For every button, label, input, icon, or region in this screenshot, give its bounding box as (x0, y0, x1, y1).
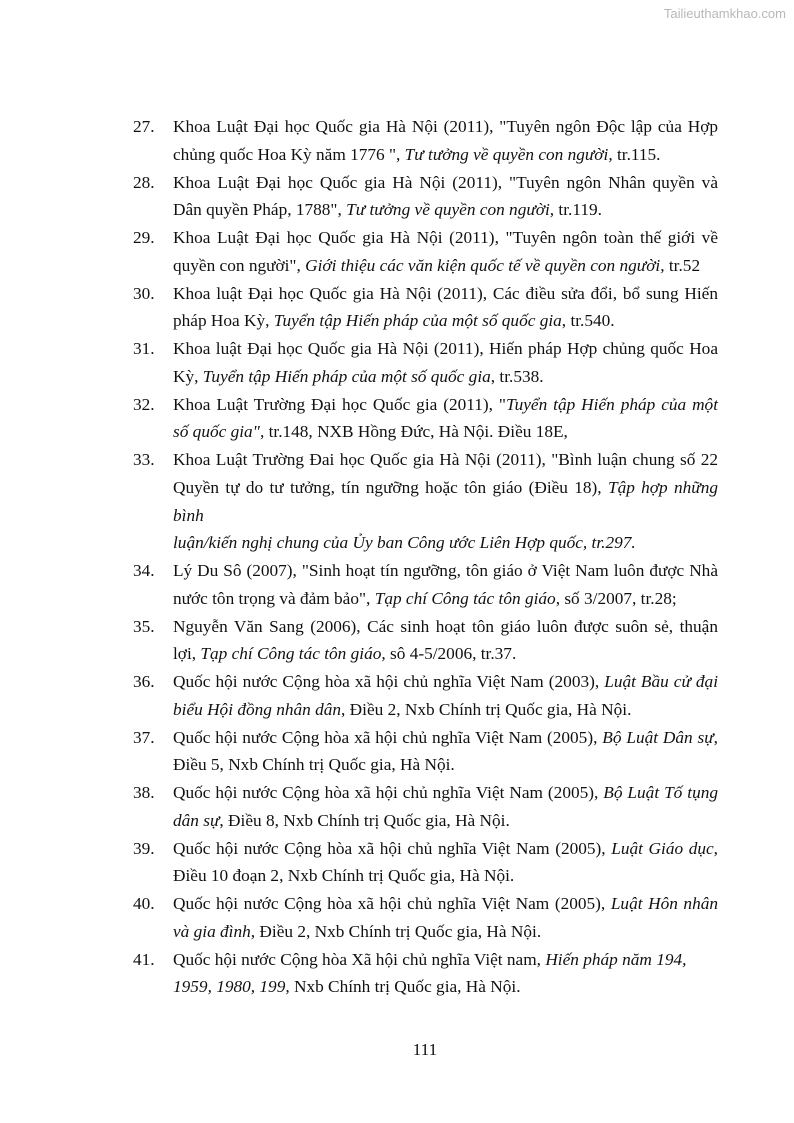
reference-line (173, 668, 718, 696)
reference-text: pháp Hoa Kỳ, (173, 311, 274, 331)
reference-line (173, 529, 718, 557)
reference-item (133, 668, 718, 724)
reference-line (173, 557, 718, 585)
reference-line (173, 862, 718, 890)
reference-title-italic: Tuyển tập Hiến pháp của một số quốc gia (202, 366, 491, 386)
reference-text: tr.148, NXB Hồng Đức, Hà Nội. Điều 18E, (264, 422, 568, 442)
reference-text: Quốc hội nước Cộng hòa xã hội chủ nghĩa Việt Nam (2005), (173, 838, 612, 858)
reference-text: , Điều 2, Nxb Chính trị Quốc gia, Hà Nội. (250, 921, 542, 941)
reference-line (173, 391, 718, 419)
reference-line (173, 724, 718, 752)
reference-line (173, 640, 718, 668)
reference-text: , Điều 8, Nxb Chính trị Quốc gia, Hà Nội. (219, 810, 510, 830)
reference-text: , Điều 2, Nxb Chính trị Quốc gia, Hà Nội. (341, 699, 632, 719)
reference-list (133, 113, 718, 1001)
reference-text: Khoa Luật Trường Đại học Quốc gia (2011), " (173, 394, 506, 414)
reference-text: Khoa luật Đại học Quốc gia Hà Nội (2011), Các điều sửa đổi, bổ sung Hiến (173, 283, 718, 303)
reference-text: Khoa luật Đại học Quốc gia Hà Nội (2011), Hiến pháp Hợp chủng quốc Hoa (173, 339, 718, 358)
reference-item (133, 890, 718, 946)
reference-text: chủng quốc Hoa Kỳ năm 1776 ", (173, 144, 405, 164)
reference-text: nước tôn trọng và đảm bảo", (173, 588, 375, 608)
reference-title-italic: luận/kiến nghị chung của Ủy ban Công ước Liên Hợp quốc, tr.297. (173, 533, 636, 553)
reference-title-italic: Luật Giáo dục (611, 838, 714, 858)
reference-number: 34. (133, 561, 155, 580)
reference-line (173, 807, 718, 835)
reference-item (133, 724, 718, 780)
reference-title-italic: Tư tưởng về quyền con người, (404, 144, 613, 164)
reference-text: tr.115. (612, 144, 661, 164)
reference-title-italic: Luật Bầu cử đại (604, 672, 718, 691)
reference-text: Nguyễn Văn Sang (2006), Các sinh hoạt tôn giáo luôn được suôn sẻ, thuận (173, 616, 718, 636)
reference-item (133, 446, 718, 557)
reference-line (173, 696, 718, 724)
reference-item (133, 335, 718, 391)
reference-number: 29. (133, 228, 155, 247)
reference-number: 39. (133, 838, 155, 858)
reference-line (173, 613, 718, 641)
reference-number: 32. (133, 394, 155, 414)
reference-title-italic: Tuyển tập Hiến pháp của một số quốc gia (273, 311, 562, 331)
reference-title-italic: Tư tưởng về quyền con người, (346, 200, 555, 220)
page-number: 111 (412, 1040, 438, 1059)
reference-item (133, 280, 718, 336)
reference-item (133, 779, 718, 835)
reference-number: 28. (133, 172, 155, 192)
reference-line (173, 835, 718, 863)
reference-line (173, 474, 718, 530)
reference-number: 33. (133, 450, 155, 469)
reference-line (173, 252, 718, 280)
reference-item (133, 391, 718, 447)
reference-line (173, 224, 718, 252)
reference-text: Quyền tự do tư tưởng, tín ngưỡng hoặc tôn giáo (Điều 18), (173, 477, 608, 497)
reference-title-italic: Tạp chí Công tác tôn giáo (374, 588, 556, 608)
reference-text: Lý Du Sô (2007), "Sinh hoạt tín ngưỡng, tôn giáo ở Việt Nam luôn được Nhà (173, 561, 718, 580)
reference-title-italic: Luật Hôn nhân (610, 894, 718, 913)
reference-text: Khoa Luật Đại học Quốc gia Hà Nội (2011), "Tuyên ngôn Độc lập của Hợp (173, 117, 718, 136)
reference-title-italic: Tập hợp những bình (173, 477, 718, 525)
reference-number: 27. (133, 117, 155, 136)
reference-item (133, 169, 718, 225)
reference-text: , (713, 727, 718, 747)
reference-number: 35. (133, 616, 155, 636)
reference-text: quyền con người", (173, 255, 306, 275)
reference-text: , số 3/2007, tr.28; (555, 588, 677, 608)
reference-text: sô 4-5/2006, tr.37. (385, 644, 517, 664)
reference-line (173, 973, 718, 1001)
reference-item (133, 224, 718, 280)
reference-number: 37. (133, 727, 155, 747)
reference-text: Quốc hội nước Cộng hòa xã hội chủ nghĩa Việt Nam (2003), (173, 672, 605, 691)
reference-text: Quốc hội nước Cộng hòa xã hội chủ nghĩa Việt Nam (2005), (173, 894, 611, 913)
reference-title-italic: Bộ Luật Dân sự (602, 727, 714, 747)
reference-title-italic: số quốc gia", (173, 422, 265, 442)
reference-line (173, 751, 718, 779)
reference-text: Quốc hội nước Cộng hòa xã hội chủ nghĩa Việt Nam (2005), (173, 783, 604, 802)
reference-number: 36. (133, 672, 155, 691)
reference-line (173, 946, 718, 974)
reference-text: lợi, (173, 644, 201, 664)
reference-text: , tr.540. (561, 311, 615, 331)
reference-line (173, 918, 718, 946)
reference-item (133, 946, 718, 1002)
reference-line (173, 113, 718, 141)
reference-title-italic: dân sự (173, 810, 220, 830)
reference-text: Kỳ, (173, 366, 203, 386)
reference-title-italic: Hiến pháp năm 194, (545, 949, 687, 969)
reference-line (173, 141, 718, 169)
reference-title-italic: Giới thiệu các văn kiện quốc tế về quyền con người, (305, 255, 665, 275)
reference-text: Quốc hội nước Cộng hòa xã hội chủ nghĩa Việt Nam (2005), (173, 727, 603, 747)
reference-item (133, 113, 718, 169)
watermark: Tailieuthamkhao.com (663, 6, 786, 21)
reference-line (173, 418, 718, 446)
reference-line (173, 307, 718, 335)
reference-text: Khoa Luật Trường Đai học Quốc gia Hà Nội (2011), "Bình luận chung số 22 (173, 450, 718, 469)
reference-text: , (713, 838, 718, 858)
reference-number: 41. (133, 949, 155, 969)
reference-text: Điều 10 đoạn 2, Nxb Chính trị Quốc gia, Hà Nội. (173, 866, 515, 886)
reference-line (173, 335, 718, 363)
reference-number: 38. (133, 783, 155, 802)
reference-title-italic: Tạp chí Công tác tôn giáo, (200, 644, 386, 664)
reference-text: tr.52 (664, 255, 701, 275)
reference-item (133, 835, 718, 891)
reference-line (173, 169, 718, 197)
reference-text: , tr.538. (490, 366, 544, 386)
reference-title-italic: Tuyển tập Hiến pháp của một (505, 394, 719, 414)
reference-title-italic: và gia đình (173, 921, 251, 941)
reference-text: tr.119. (554, 200, 602, 220)
reference-text: Khoa Luật Đại học Quốc gia Hà Nội (2011), "Tuyên ngôn toàn thế giới về (173, 228, 718, 247)
reference-item (133, 613, 718, 669)
reference-title-italic: biểu Hội đồng nhân dân (173, 699, 342, 719)
reference-title-italic: Bộ Luật Tố tụng (603, 783, 719, 802)
reference-text: Dân quyền Pháp, 1788", (173, 200, 347, 220)
reference-title-italic: 1959, 1980, 199, (173, 977, 290, 997)
reference-number: 40. (133, 894, 155, 913)
reference-line (173, 280, 718, 308)
reference-line (173, 196, 718, 224)
reference-text: Nxb Chính trị Quốc gia, Hà Nội. (289, 977, 521, 997)
reference-line (173, 890, 718, 918)
reference-text: Quốc hội nước Cộng hòa Xã hội chủ nghĩa Việt nam, (173, 949, 546, 969)
reference-number: 30. (133, 283, 155, 303)
reference-line (173, 446, 718, 474)
reference-line (173, 779, 718, 807)
reference-line (173, 363, 718, 391)
reference-line (173, 585, 718, 613)
reference-text: Điều 5, Nxb Chính trị Quốc gia, Hà Nội. (173, 755, 455, 775)
reference-item (133, 557, 718, 613)
reference-text: Khoa Luật Đại học Quốc gia Hà Nội (2011), "Tuyên ngôn Nhân quyền và (173, 172, 718, 192)
reference-number: 31. (133, 339, 155, 358)
